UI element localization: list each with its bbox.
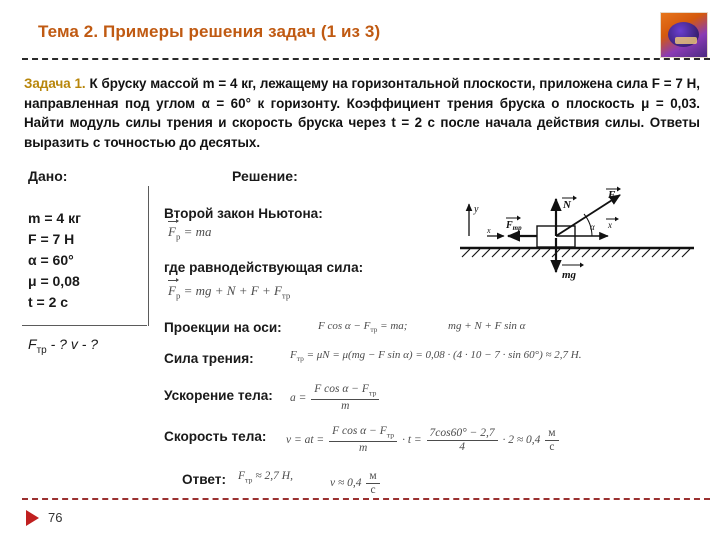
page-title: Тема 2. Примеры решения задач (1 из 3) <box>38 22 381 41</box>
speed-numerator-symbolic <box>329 425 397 442</box>
newton-law-equation <box>168 224 212 242</box>
free-body-diagram <box>442 186 710 291</box>
given-unknown-quantities <box>28 336 98 356</box>
friction-subscript: тр <box>296 354 304 364</box>
speed-equation <box>286 425 561 455</box>
projection-x-rhs: = ma; <box>377 320 408 332</box>
answer-speed-unit-numerator: м <box>366 470 379 484</box>
acceleration-numerator <box>311 383 379 400</box>
answer-speed-value: v ≈ 0,4 <box>330 477 362 490</box>
logo-glint-shape <box>675 37 697 44</box>
angle-label: α <box>590 222 595 232</box>
resultant-subscript: р <box>175 290 181 301</box>
physics-orb-logo-icon <box>660 12 708 58</box>
friction-vector-head <box>517 216 521 221</box>
weight-vector-head <box>580 263 584 268</box>
speed-unit-denominator: с <box>549 440 555 453</box>
answer-friction-subscript: тр <box>245 475 253 485</box>
acceleration-denominator: m <box>341 400 350 413</box>
page-number: 76 <box>48 510 63 525</box>
given-item-angle: α = 60° <box>28 252 74 268</box>
problem-text: К бруску массой m = 4 кг, лежащему на горизонтальной плоскости, приложена сила F = 7 Н, направленная под углом α = 60° к горизонту. Коэффициент трения бруска о плоскость μ = 0,03. Найти модуль силы трения и скорость бруска через t = 2 с после начала действия силы. Ответы выразить с точностью до десятых. <box>24 76 700 150</box>
newton-equation-rhs: = ma <box>183 224 212 239</box>
speed-numerator-symbolic-subscript: тр <box>386 430 395 440</box>
solution-heading: Решение: <box>232 168 298 184</box>
speed-numerator-numeric: 7cos60° − 2,7 <box>427 427 498 441</box>
weight-force-label: mg <box>562 269 577 281</box>
newton-force-vector: F <box>168 224 176 239</box>
speed-unit-fraction <box>545 427 558 454</box>
friction-force-equation <box>290 349 581 363</box>
resultant-vector: F <box>168 283 176 298</box>
projection-x-equation <box>318 320 407 334</box>
axis-y-label: y <box>474 204 479 215</box>
problem-statement <box>24 74 700 152</box>
speed-middle-operator: · t = <box>402 433 422 446</box>
resultant-rhs-subscript: тр <box>281 290 291 301</box>
answer-friction-value: ≈ 2,7 Н, <box>252 470 293 482</box>
friction-expression: = μN = μ(mg − F sin α) = 0,08 · (4 · 10 − 7 · sin 60°) ≈ 2,7 Н. <box>303 349 582 361</box>
newton-force-subscript: р <box>175 231 181 242</box>
speed-label: Скорость тела: <box>164 429 267 444</box>
acceleration-fraction <box>311 383 379 413</box>
answer-friction-symbol: F <box>238 470 246 482</box>
axis-x-vector-head <box>615 217 619 221</box>
applied-force-label: F <box>608 189 616 201</box>
answer-label: Ответ: <box>182 472 226 487</box>
given-divider <box>22 325 147 326</box>
speed-fraction-symbolic <box>329 425 397 455</box>
axis-x-label-left: x <box>487 226 491 235</box>
speed-lhs: v = at = <box>286 433 325 446</box>
friction-force-label: $F_{тр}$ <box>506 220 522 232</box>
free-body-diagram-svg <box>442 186 710 291</box>
projection-x-subscript: тр <box>370 325 378 335</box>
given-item-time: t = 2 с <box>28 294 69 310</box>
unknown-friction-subscript: тр <box>36 344 47 356</box>
applied-force-vector-head <box>617 187 621 192</box>
ground-hatching <box>462 249 690 257</box>
given-item-force: F = 7 Н <box>28 231 75 247</box>
unknown-friction-symbol: F <box>28 336 37 352</box>
resultant-equation-rhs: = mg + N + F + F <box>183 283 282 298</box>
given-item-mass: m = 4 кг <box>28 210 81 226</box>
acceleration-numerator-subscript: тр <box>368 388 377 398</box>
normal-force-label: N <box>563 199 571 211</box>
resultant-force-label: где равнодействующая сила: <box>164 260 364 275</box>
given-item-friction-coefficient: μ = 0,08 <box>28 273 80 289</box>
projection-y-equation: mg + N + F sin α <box>448 320 526 332</box>
given-heading: Дано: <box>28 168 68 184</box>
page-marker-icon <box>26 510 39 526</box>
divider-top <box>22 58 710 60</box>
newton-law-label: Второй закон Ньютона: <box>164 206 323 221</box>
speed-numerator-symbolic-text: F cos α − F <box>332 425 387 437</box>
unknown-rest: - ? v - ? <box>46 336 99 352</box>
speed-result: · 2 ≈ 0,4 <box>502 433 541 446</box>
divider-bottom <box>22 498 710 500</box>
projections-label: Проекции на оси: <box>164 320 282 335</box>
friction-symbol: F <box>290 349 297 361</box>
acceleration-label: Ускорение тела: <box>164 388 273 403</box>
projection-x-lhs: F cos α − F <box>318 320 371 332</box>
friction-force-label: Сила трения: <box>164 351 254 366</box>
answer-speed-unit-fraction <box>366 470 379 497</box>
answer-speed-unit-denominator: с <box>370 484 376 496</box>
given-vertical-divider <box>148 186 149 326</box>
given-values-list <box>28 208 81 313</box>
problem-label: Задача 1. <box>24 76 86 91</box>
acceleration-numerator-text: F cos α − F <box>314 383 369 395</box>
acceleration-lhs: a = <box>290 391 307 404</box>
axis-x-label-right: x <box>608 220 612 230</box>
normal-force-vector-head <box>573 196 577 201</box>
speed-fraction-numeric <box>427 427 498 454</box>
speed-unit-numerator: м <box>545 427 558 441</box>
resultant-force-equation <box>168 283 290 301</box>
acceleration-equation <box>290 383 381 413</box>
speed-denominator-symbolic: m <box>358 442 368 455</box>
answer-speed <box>330 470 382 497</box>
answer-friction <box>238 470 293 484</box>
speed-denominator-numeric: 4 <box>459 440 465 453</box>
